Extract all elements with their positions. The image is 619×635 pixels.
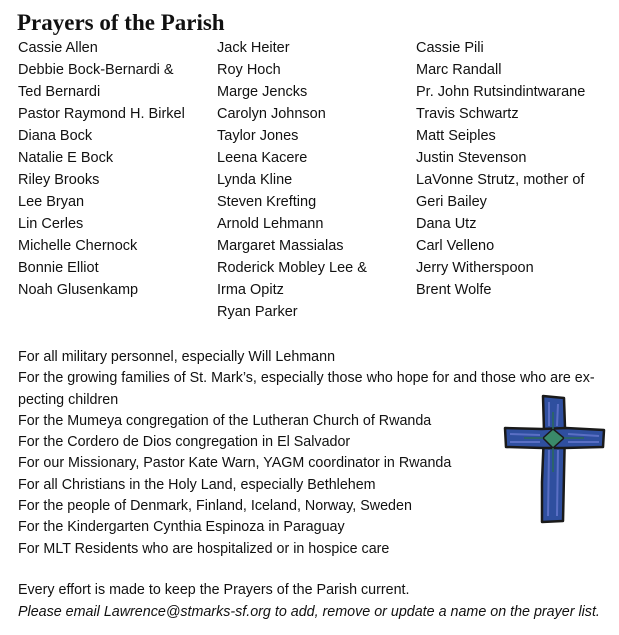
intention-line: For the Cordero de Dios congregation in El Salvador	[18, 434, 351, 451]
prayer-name: LaVonne Strutz, mother of	[416, 172, 585, 188]
prayer-name: Matt Seiples	[416, 128, 496, 144]
prayer-name: Carl Velleno	[416, 238, 495, 254]
prayer-name: Jack Heiter	[217, 40, 290, 56]
prayer-name: Justin Stevenson	[416, 150, 527, 166]
footer-note: Every effort is made to keep the Prayers of the Parish current.	[18, 582, 410, 598]
prayer-name: Steven Krefting	[217, 194, 317, 210]
prayer-name: Noah Glusenkamp	[18, 282, 139, 298]
page-title: Prayers of the Parish	[17, 10, 225, 35]
prayer-name: Pr. John Rutsindintwarane	[416, 84, 586, 100]
footer	[18, 580, 613, 623]
intention-line: For the growing families of St. Mark’s, especially those who hope for and those who are ex-	[18, 370, 595, 387]
intention-line: For all military personnel, especially Will Lehmann	[18, 349, 336, 365]
prayer-name: Ryan Parker	[217, 304, 298, 320]
prayer-name: Pastor Raymond H. Birkel	[18, 106, 185, 122]
prayer-name: Riley Brooks	[18, 172, 100, 188]
prayer-name: Jerry Witherspoon	[416, 260, 534, 276]
prayer-name: Lynda Kline	[217, 172, 293, 188]
intention-line: For MLT Residents who are hospitalized or in hospice care	[18, 540, 390, 557]
prayer-name: Cassie Allen	[18, 40, 98, 56]
prayer-name: Leena Kacere	[217, 150, 308, 166]
prayer-name: Roderick Mobley Lee &	[217, 260, 367, 276]
prayer-name: Arnold Lehmann	[217, 216, 324, 232]
prayer-name: Irma Opitz	[217, 282, 284, 298]
cross-icon	[502, 392, 607, 527]
prayer-name: Diana Bock	[18, 128, 93, 144]
intention-line: pecting children	[18, 391, 119, 408]
intention-line: For the Mumeya congregation of the Lutheran Church of Rwanda	[18, 412, 432, 429]
prayer-name: Brent Wolfe	[416, 282, 492, 298]
intention-line: For our Missionary, Pastor Kate Warn, YAGM coordinator in Rwanda	[18, 455, 452, 472]
prayer-name: Natalie E Bock	[18, 150, 114, 166]
intention-line: For the people of Denmark, Finland, Iceland, Norway, Sweden	[18, 498, 412, 515]
prayer-name: Margaret Massialas	[217, 238, 344, 254]
prayer-name: Marge Jencks	[217, 84, 308, 100]
intention-line: For all Christians in the Holy Land, especially Bethlehem	[18, 476, 376, 493]
names-column-1	[18, 37, 185, 301]
prayer-name: Ted Bernardi	[18, 84, 101, 100]
prayer-name: Michelle Chernock	[18, 238, 138, 254]
prayer-name: Taylor Jones	[217, 128, 299, 144]
prayer-name: Travis Schwartz	[416, 106, 519, 122]
names-column-2	[217, 37, 367, 323]
prayer-name: Lee Bryan	[18, 194, 85, 210]
prayer-name: Geri Bailey	[416, 194, 487, 210]
prayer-name: Cassie Pili	[416, 40, 484, 56]
prayer-name: Lin Cerles	[18, 216, 84, 232]
prayer-name: Carolyn Johnson	[217, 106, 326, 122]
prayer-name: Roy Hoch	[217, 62, 281, 78]
prayer-name: Marc Randall	[416, 62, 502, 78]
intention-line: For the Kindergarten Cynthia Espinoza in Paraguay	[18, 519, 345, 536]
prayer-name: Debbie Bock-Bernardi &	[18, 62, 174, 78]
prayer-name: Dana Utz	[416, 216, 477, 232]
footer-contact: Please email Lawrence@stmarks-sf.org to add, remove or update a name on the prayer list.	[18, 603, 600, 620]
prayer-name: Bonnie Elliot	[18, 260, 99, 276]
names-column-3	[416, 37, 585, 301]
